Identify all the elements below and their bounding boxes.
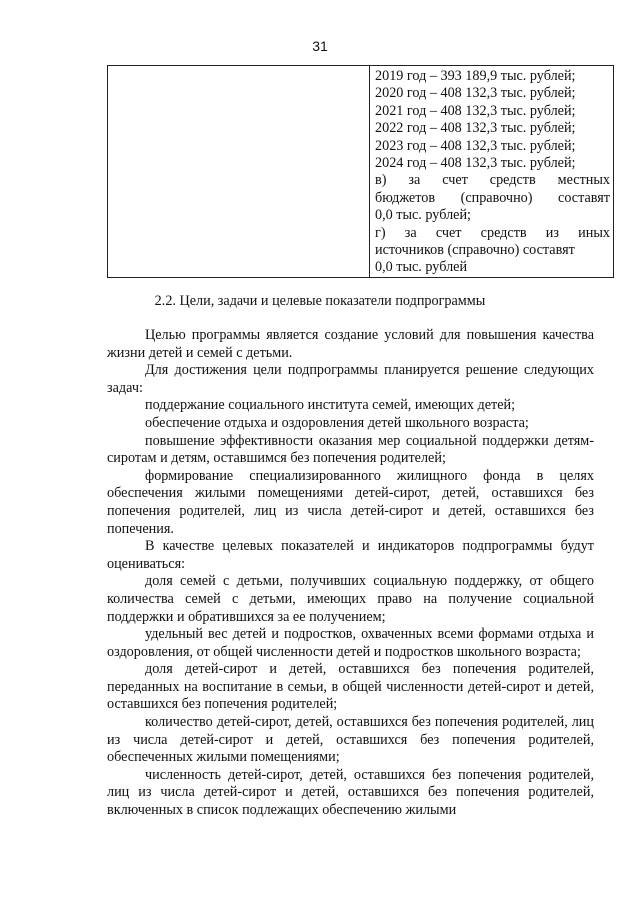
table-left-cell	[108, 66, 370, 278]
table-line: 2023 год – 408 132,3 тыс. рублей;	[375, 137, 576, 154]
table-row	[108, 66, 614, 278]
table-line: источников (справочно) составят	[375, 242, 575, 259]
paragraph: удельный вес детей и подростков, охваченных всеми формами отдыха и оздоровления, от общей численности детей и подростков школьного возраста;	[107, 626, 594, 660]
section-heading: 2.2. Цели, задачи и целевые показатели подпрограммы	[154, 293, 486, 309]
table-line: 2019 год – 393 189,9 тыс. рублей;	[375, 68, 576, 84]
table-line: 2024 год – 408 132,3 тыс. рублей;	[375, 155, 576, 172]
paragraph: формирование специализированного жилищного фонда в целях обеспечения жилыми помещениями детей-сирот, детей, оставшихся без попечения родителей, лиц из числа детей-сирот и детей, оставшихся без попечения.	[107, 467, 594, 537]
paragraph: численность детей-сирот, детей, оставшихся без попечения родителей, лиц из числа детей-сирот и детей, оставшихся без попечения родителей, включенных в список подлежащих обеспечению жилыми	[107, 766, 594, 819]
table-line: 2020 год – 408 132,3 тыс. рублей;	[375, 85, 576, 102]
table-line: 2021 год – 408 132,3 тыс. рублей;	[375, 102, 576, 119]
table-line: г) за счет средств из иных	[375, 224, 610, 241]
table-line: в) за счет средств местных	[375, 172, 610, 189]
paragraph: доля детей-сирот и детей, оставшихся без попечения родителей, переданных на воспитание в семьи, в общей численности детей-сирот и детей, оставшихся без попечения родителей;	[107, 661, 594, 713]
table-line: 0,0 тыс. рублей	[375, 259, 468, 276]
table-right-cell	[370, 66, 614, 278]
paragraph: доля семей с детьми, получивших социальную поддержку, от общего количества семей с детьми, имеющих право на получение социальной поддержки и обратившихся за ее получением;	[107, 573, 594, 625]
paragraph: обеспечение отдыха и оздоровления детей школьного возраста;	[145, 414, 529, 431]
paragraph: количество детей-сирот, детей, оставшихся без попечения родителей, лиц из числа детей-сирот и детей, оставшихся без попечения родителей, обеспеченных жилыми помещениями;	[107, 714, 594, 766]
body-text	[107, 327, 594, 820]
table-line: бюджетов (справочно) составят	[375, 189, 610, 206]
paragraph: Для достижения цели подпрограммы планируется решение следующих задач:	[107, 362, 594, 396]
page-number: 31	[312, 38, 328, 54]
funding-table	[107, 65, 614, 278]
paragraph: повышение эффективности оказания мер социальной поддержки детям-сиротам и детям, оставшимся без попечения родителей;	[107, 432, 594, 467]
table-line: 2022 год – 408 132,3 тыс. рублей;	[375, 120, 576, 137]
table-line: 0,0 тыс. рублей;	[375, 207, 471, 224]
paragraph: Целью программы является создание условий для повышения качества жизни детей и семей с детьми.	[107, 327, 594, 361]
paragraph: В качестве целевых показателей и индикаторов подпрограммы будут оцениваться:	[107, 538, 594, 572]
paragraph: поддержание социального института семей, имеющих детей;	[145, 397, 516, 414]
